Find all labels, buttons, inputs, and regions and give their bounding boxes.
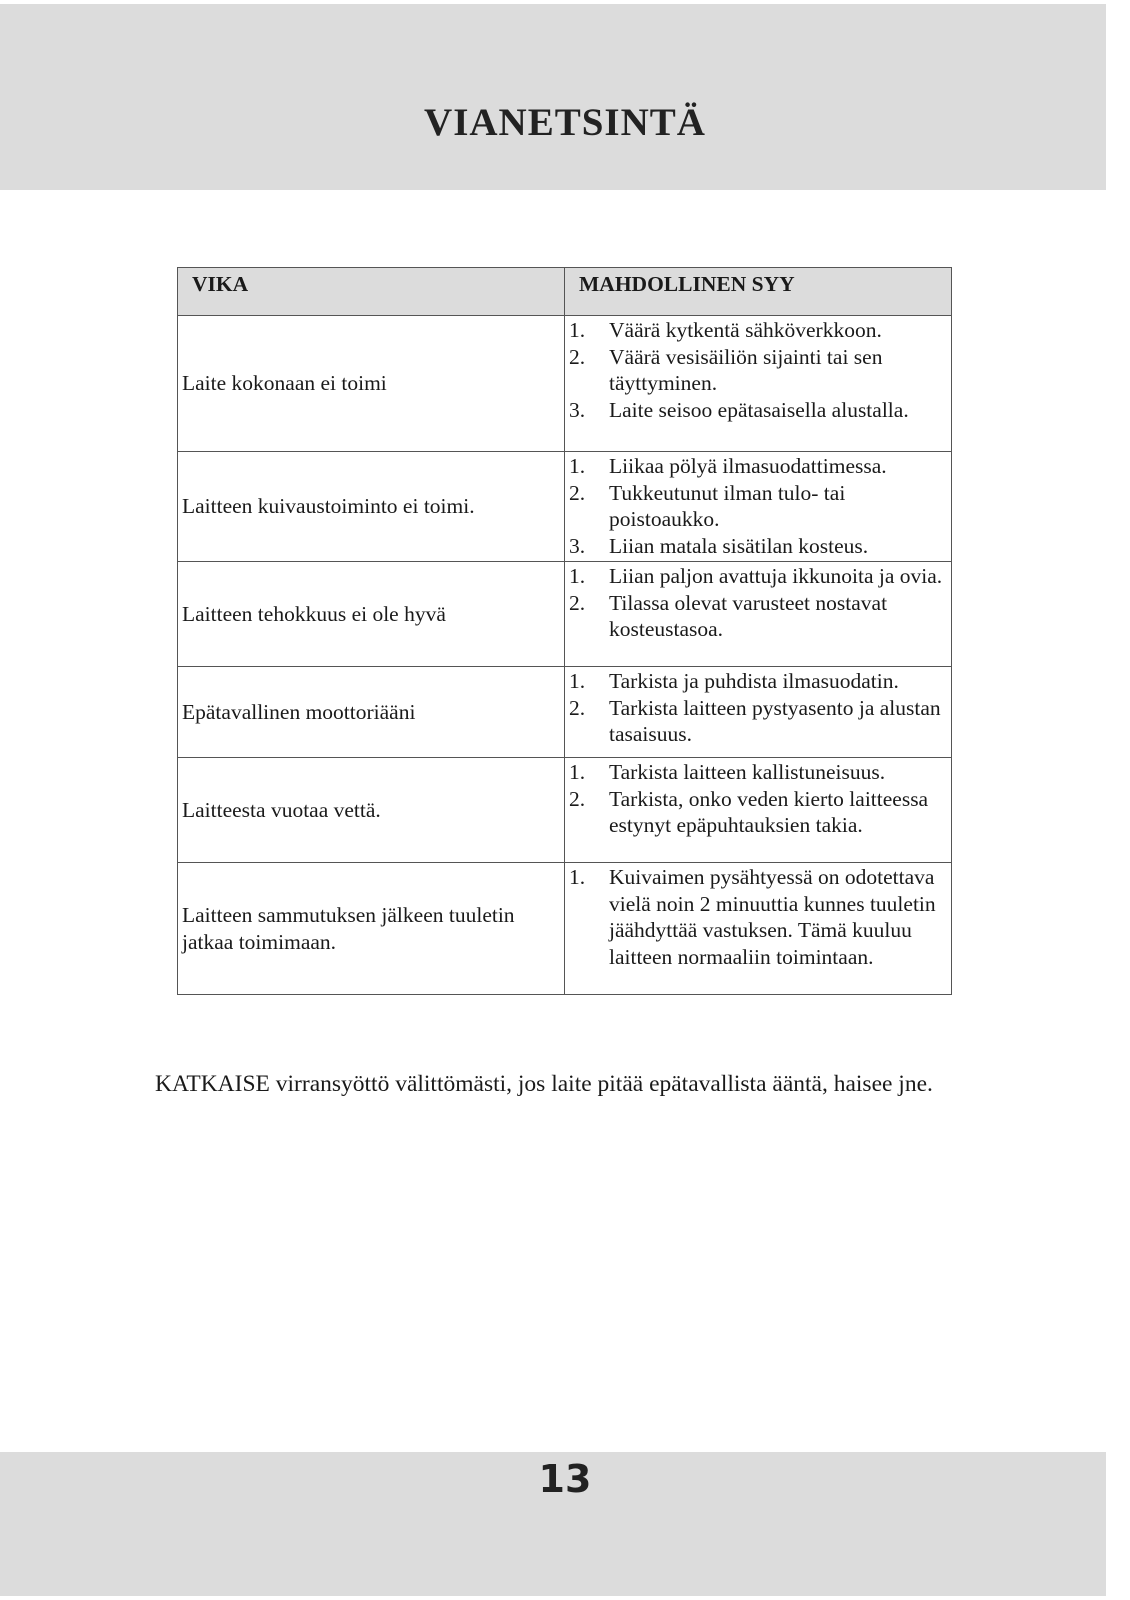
- cause-number: 2.: [569, 344, 586, 369]
- cause-list: [569, 759, 949, 839]
- cause-number: 2.: [569, 590, 586, 615]
- cause-cell: [565, 316, 952, 452]
- cause-cell: [565, 452, 952, 562]
- cause-list: [569, 317, 949, 423]
- page-number: 13: [538, 1457, 592, 1501]
- cause-text: Tarkista laitteen kallistuneisuus.: [609, 760, 886, 784]
- troubleshooting-table: [177, 267, 952, 995]
- table-row: [178, 758, 952, 863]
- table-body: [178, 316, 952, 995]
- warning-text: KATKAISE virransyöttö välittömästi, jos laite pitää epätavallista ääntä, haisee jne.: [155, 1071, 933, 1097]
- column-header-fault: VIKA: [178, 268, 565, 316]
- cause-number: 3.: [569, 397, 586, 422]
- fault-cell: Laitteen tehokkuus ei ole hyvä: [178, 562, 565, 667]
- cause-cell: [565, 758, 952, 863]
- cause-text: Laite seisoo epätasaisella alustalla.: [609, 397, 909, 422]
- cause-list: [569, 864, 949, 970]
- cause-list: [569, 668, 949, 748]
- cause-text: Tukkeutunut ilman tulo- tai poistoaukko.: [609, 480, 846, 531]
- header-band: [0, 4, 1106, 190]
- cause-item: [569, 453, 949, 480]
- fault-cell: Laite kokonaan ei toimi: [178, 316, 565, 452]
- cause-item: [569, 397, 949, 424]
- cause-text: Liian paljon avattuja ikkunoita ja ovia.: [609, 564, 943, 588]
- page-title: VIANETSINTÄ: [424, 101, 706, 144]
- cause-number: 2.: [569, 695, 586, 720]
- cause-number: 2.: [569, 480, 586, 505]
- cause-item: [569, 759, 949, 786]
- column-header-cause: MAHDOLLINEN SYY: [565, 268, 952, 316]
- cause-number: 2.: [569, 786, 586, 811]
- fault-cell: Laitteen kuivaustoiminto ei toimi.: [178, 452, 565, 562]
- table-row: [178, 452, 952, 562]
- cause-text: Tarkista laitteen pystyasento ja alustan tasaisuus.: [609, 695, 941, 746]
- cause-number: 3.: [569, 533, 586, 558]
- cause-number: 1.: [569, 564, 586, 588]
- cause-text: Väärä vesisäiliön sijainti tai sen täyttyminen.: [609, 344, 883, 395]
- cause-cell: [565, 562, 952, 667]
- cause-item: [569, 668, 949, 695]
- cause-item: [569, 695, 949, 748]
- cause-list: [569, 563, 949, 643]
- cause-text: Tilassa olevat varusteet nostavat kosteustasoa.: [609, 590, 888, 641]
- cause-cell: [565, 863, 952, 995]
- cause-number: 1.: [569, 669, 586, 693]
- table-header-row: [178, 268, 952, 316]
- cause-item: [569, 864, 949, 970]
- fault-cell: Epätavallinen moottoriääni: [178, 667, 565, 758]
- fault-cell: Laitteesta vuotaa vettä.: [178, 758, 565, 863]
- cause-text: Kuivaimen pysähtyessä on odotettava vielä noin 2 minuuttia kunnes tuuletin jäähdyttää vastuksen. Tämä kuuluu laitteen normaaliin toimintaan.: [609, 865, 936, 969]
- cause-item: [569, 533, 949, 560]
- fault-cell: Laitteen sammutuksen jälkeen tuuletin jatkaa toimimaan.: [178, 863, 565, 995]
- cause-text: Tarkista, onko veden kierto laitteessa estynyt epäpuhtauksien takia.: [609, 786, 929, 837]
- cause-item: [569, 344, 949, 397]
- cause-item: [569, 317, 949, 344]
- cause-number: 1.: [569, 760, 586, 784]
- cause-number: 1.: [569, 454, 586, 478]
- cause-item: [569, 480, 949, 533]
- table-row: [178, 667, 952, 758]
- cause-text: Liikaa pölyä ilmasuodattimessa.: [609, 454, 887, 478]
- table-row: [178, 562, 952, 667]
- table-row: [178, 863, 952, 995]
- cause-text: Väärä kytkentä sähköverkkoon.: [609, 318, 882, 342]
- cause-cell: [565, 667, 952, 758]
- cause-item: [569, 590, 949, 643]
- cause-number: 1.: [569, 865, 586, 889]
- cause-list: [569, 453, 949, 559]
- cause-text: Liian matala sisätilan kosteus.: [609, 533, 869, 558]
- table-row: [178, 316, 952, 452]
- cause-text: Tarkista ja puhdista ilmasuodatin.: [609, 669, 899, 693]
- cause-item: [569, 563, 949, 590]
- cause-number: 1.: [569, 318, 586, 342]
- cause-item: [569, 786, 949, 839]
